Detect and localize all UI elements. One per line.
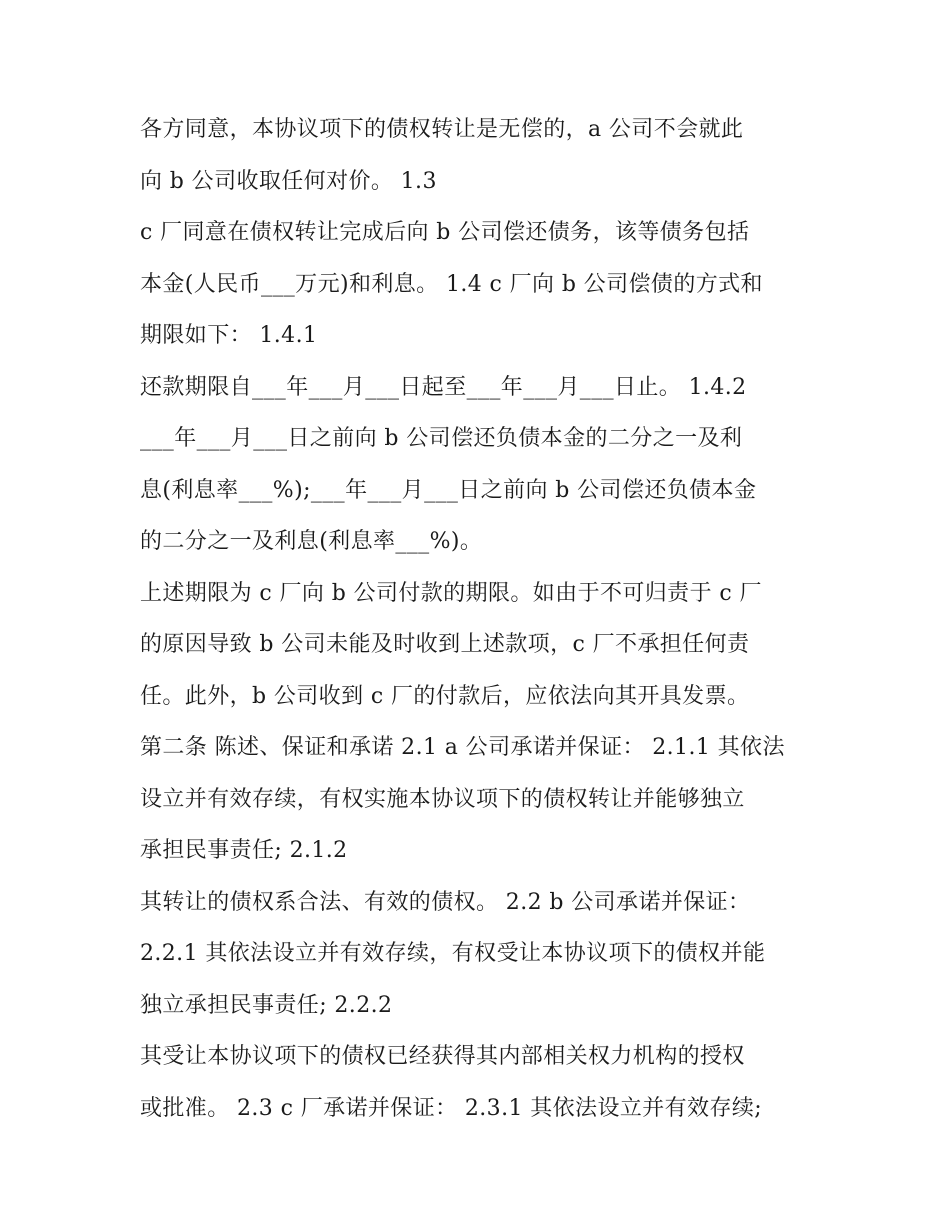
text-line: c 厂同意在债权转让完成后向 b 公司偿还债务，该等债务包括 [140, 220, 750, 245]
text-line: 期限如下： 1.4.1 [140, 323, 318, 348]
text-line: 2.2.1 其依法设立并有效存续，有权受让本协议项下的债权并能 [140, 941, 766, 966]
text-line: 其转让的债权系合法、有效的债权。 2.2 b 公司承诺并保证： [140, 889, 751, 915]
text-line: 息(利息率___%);___年___月___日之前向 b 公司偿还负债本金 [140, 477, 757, 503]
text-line: 的原因导致 b 公司未能及时收到上述款项，c 厂不承担任何责 [140, 632, 750, 657]
agreement-body-text [140, 104, 830, 1134]
text-line: 任。此外，b 公司收到 c 厂的付款后，应依法向其开具发票。 [140, 683, 750, 709]
text-line: 上述期限为 c 厂向 b 公司付款的期限。如由于不可归责于 c 厂 [140, 580, 762, 606]
text-line: 其受让本协议项下的债权已经获得其内部相关权力机构的授权 [140, 1044, 745, 1069]
text-line: 承担民事责任; 2.1.2 [140, 838, 348, 863]
text-line: 或批准。 2.3 c 厂承诺并保证： 2.3.1 其依法设立并有效存续; [140, 1095, 763, 1121]
text-line: 各方同意，本协议项下的债权转让是无偿的，a 公司不会就此 [140, 117, 744, 142]
text-line: 设立并有效存续，有权实施本协议项下的债权转让并能够独立 [140, 786, 745, 812]
text-line: 还款期限自___年___月___日起至___年___月___日止。 1.4.2 [140, 374, 747, 400]
text-line: ___年___月___日之前向 b 公司偿还负债本金的二分之一及利 [140, 426, 743, 451]
text-line: 第二条 陈述、保证和承诺 2.1 a 公司承诺并保证： 2.1.1 其依法 [140, 735, 785, 760]
text-line: 的二分之一及利息(利息率___%)。 [140, 529, 483, 554]
text-line: 独立承担民事责任; 2.2.2 [140, 992, 393, 1018]
text-line: 向 b 公司收取任何对价。 1.3 [140, 168, 437, 194]
text-line: 本金(人民币___万元)和利息。 1.4 c 厂向 b 公司偿债的方式和 [140, 271, 763, 297]
